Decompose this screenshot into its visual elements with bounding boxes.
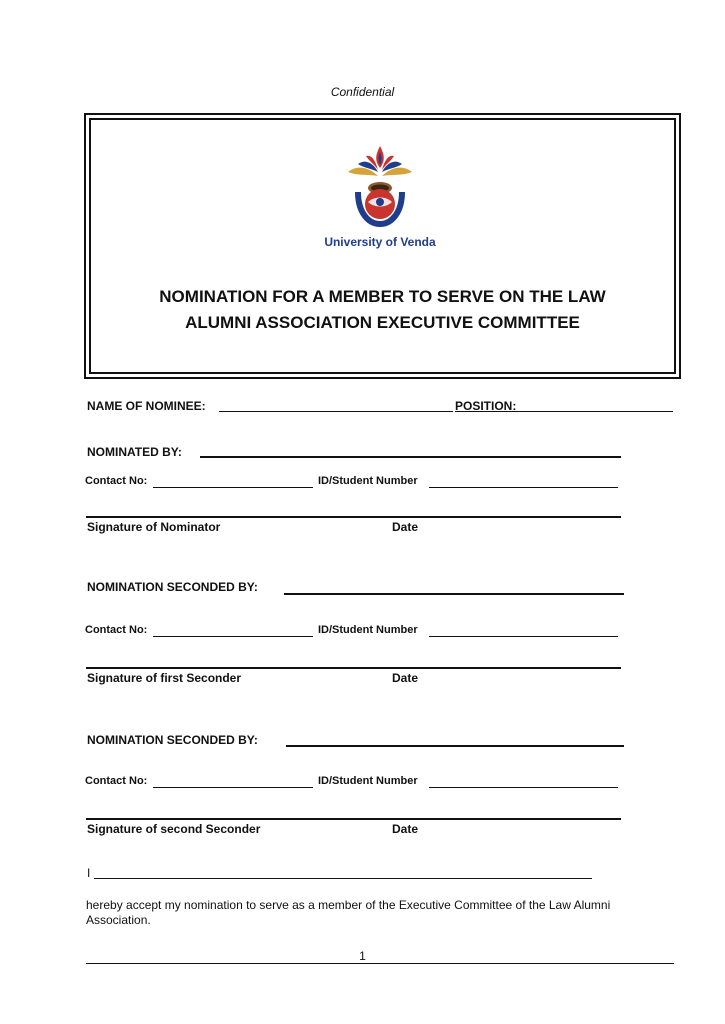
nominee-field[interactable] (219, 411, 453, 412)
nominated-by-field[interactable] (200, 456, 621, 458)
seconded-by-field-2[interactable] (286, 745, 624, 747)
seconded-by-label-2: NOMINATION SECONDED BY: (87, 733, 258, 747)
nominated-by-label: NOMINATED BY: (87, 445, 182, 459)
contact-label-1: Contact No: (85, 475, 148, 487)
id-field-2[interactable] (429, 636, 618, 637)
nominator-signature-line[interactable] (86, 516, 621, 518)
acceptance-name-field[interactable] (94, 878, 592, 879)
id-label-1: ID/Student Number (318, 475, 418, 487)
acceptance-i-label: I (87, 866, 91, 880)
nominee-label: NAME OF NOMINEE: (87, 399, 206, 413)
contact-field-2[interactable] (153, 636, 313, 637)
second-seconder-date-label: Date (392, 822, 419, 836)
position-label: POSITION: (455, 399, 517, 413)
seconded-by-label-1: NOMINATION SECONDED BY: (87, 580, 258, 594)
nominator-date-label: Date (392, 520, 419, 534)
contact-field-1[interactable] (153, 487, 313, 488)
second-seconder-signature-label: Signature of second Seconder (87, 822, 261, 836)
id-label-3: ID/Student Number (318, 775, 418, 787)
position-field[interactable] (514, 411, 673, 412)
first-seconder-signature-line[interactable] (86, 667, 621, 669)
contact-field-3[interactable] (153, 787, 313, 788)
form-title (100, 284, 665, 336)
first-seconder-signature-label: Signature of first Seconder (87, 671, 242, 685)
second-seconder-signature-line[interactable] (86, 818, 621, 820)
first-seconder-date-label: Date (392, 671, 419, 685)
seconded-by-field-1[interactable] (284, 593, 624, 595)
id-field-3[interactable] (429, 787, 618, 788)
id-label-2: ID/Student Number (318, 624, 418, 636)
page-number: 1 (359, 949, 366, 963)
contact-label-3: Contact No: (85, 775, 148, 787)
form-title-line-1: NOMINATION FOR A MEMBER TO SERVE ON THE LAW (159, 287, 606, 306)
university-name: University of Venda (324, 235, 436, 249)
form-title-line-2: ALUMNI ASSOCIATION EXECUTIVE COMMITTEE (185, 313, 580, 332)
footer-rule (86, 963, 674, 964)
confidential-label: Confidential (330, 85, 395, 99)
nominator-signature-label: Signature of Nominator (87, 520, 221, 534)
id-field-1[interactable] (429, 487, 618, 488)
contact-label-2: Contact No: (85, 624, 148, 636)
acceptance-statement: hereby accept my nomination to serve as a member of the Executive Committee of the Law Alumni Association. (86, 898, 611, 927)
